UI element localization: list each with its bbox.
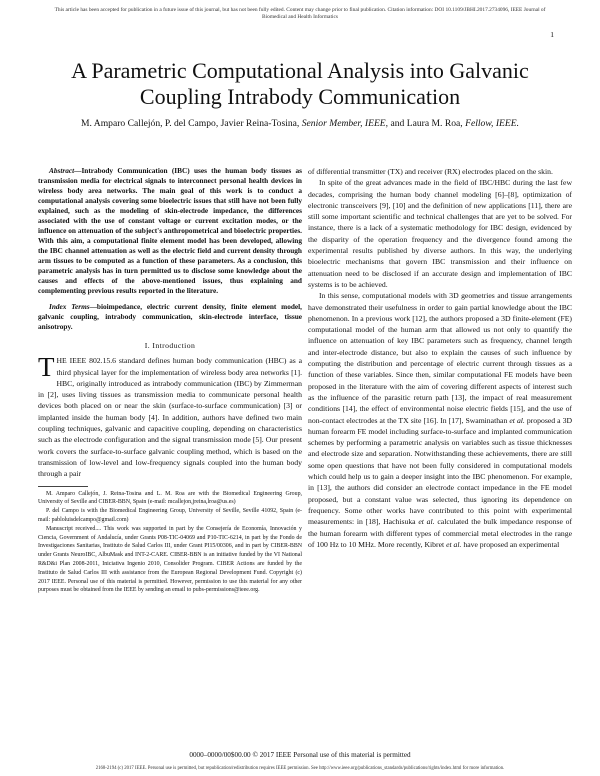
et-al: et al.: [446, 539, 462, 549]
author-names-last: and Laura M. Roa,: [390, 118, 463, 129]
index-terms-label: Index Terms: [49, 302, 90, 311]
paper-title: A Parametric Computational Analysis into Galvanic Coupling Intrabody Communication: [71, 58, 529, 109]
paragraph-challenges: In spite of the great advances made in the field of IBC/HBC during the last few decades, comprising the human body channel modeling [6]–[8], optimization of electronic transceivers [9], [10] and the definition of new applications [11], there are still some important scientific and technical challenges that are yet to be solved. For instance, there is a lack of a systematic methodology for IBC design, evidenced by the disparity of the operation frequency and the divergence found among the experimental results published by diverse authors. In this way, the underlying bioelectric mechanisms that govern IBC transmission and their influence on attenuation need to be disclosed if an accurate design and implementation of IBC systems is to be achieved.: [308, 178, 572, 289]
abstract-label: Abstract: [49, 166, 75, 175]
left-column: [38, 166, 302, 595]
paragraph-text: In this sense, computational models with 3D geometries and tissue arrangements have demonstrated their usefulness in order to gain partial knowledge about the IBC phenomenon. In a previous work [12], the authors proposed a 3D finite-element (FE) computational model of the human arm that allowed us not only to quantify the influence on attenuation of key IBC parameters such as frequency, channel length and inter-electrode distance, but also to explain the causes of such influence by computing the distribution and percentage of electric current through tissues as a function of these variables. Since then, similar computational FE models have been proposed in the literature with the aim of covering different aspects of interest such as the influence of the parasitic return path [13], the impact of real measurement conditions [14], the effect of environmental noise electric fields [15], and the use of non-contact electrodes at the TX site [16]. In [17], Swaminathan: [308, 291, 572, 425]
right-column: [308, 166, 572, 550]
author-line: [20, 118, 580, 129]
section-heading: I. Introduction: [144, 341, 196, 350]
footnote-affiliation-1: M. Amparo Callejón, J. Reina-Tosina and L. M. Roa are with the Biomedical Engineering Group, University of Seville and CIBER-BBN, Spain (e-mail: mcallejon,jreina,lroa@us.es): [38, 490, 302, 506]
journal-banner: This article has been accepted for publication in a future issue of this journal, but has not been fully edited. Content may change prior to final publication. Citation information: DOI 10.1109/JBHI.2017.2734096, IEEE Journal of Biomedical and Health Informatics: [54, 7, 546, 20]
index-terms-text: —bioimpedance, electric current density, finite element model, galvanic coupling, intrabody communication, skin-electrode interface, tissue anisotropy.: [38, 302, 302, 331]
copyright-line: 0000–0000/00$00.00 © 2017 IEEE Personal use of this material is permitted: [189, 751, 411, 759]
et-al: et al.: [418, 517, 435, 527]
author-membership: Senior Member, IEEE,: [301, 118, 389, 129]
permissions-footer: 2168-2194 (c) 2017 IEEE. Personal use is permitted, but republication/redistribution requires IEEE permission. See http://www.ieee.org/publications_standards/publications/rights/index.html for more information.: [95, 766, 505, 771]
footnote-affiliation-2: P. del Campo is with the Biomedical Engineering Group, University of Seville, Seville 41092, Spain (e-mail: pabloluisdelcampo@gmail.com): [38, 508, 302, 523]
paragraph-text: proposed a 3D human forearm FE model including surface-to-surface and implanted communication schemes by performing a parametric analysis on variables such as tissue thicknesses and electrode size and separation. Notwithstanding these achievements, there are still some open questions that have not been fully considered in computational models which could help us to gain a deeper insight into the IBC phenomenon. For example, in [13], the authors did consider an electrode contact impedance in the FE model proposed, but a constant value was selected, thus ignoring its dependence on frequency. Some other works have contributed to this point with experimental measurements: in [18], Hachisuka: [308, 415, 572, 527]
page-number: 1: [550, 30, 554, 39]
paragraph-computational-models: [308, 290, 572, 550]
index-terms: [38, 302, 302, 332]
paragraph-text: calculated the bulk impedance response of the human forearm with different types of commercial metal electrodes in the range of 100 Hz to 10 MHz. More recently, Kibret: [308, 517, 573, 549]
paragraph-text: have proposed an experimental: [461, 539, 560, 549]
footnote-divider: [38, 486, 88, 487]
author-names: M. Amparo Callejón, P. del Campo, Javier Reina-Tosina,: [80, 118, 300, 129]
paragraph-continuation: of differential transmitter (TX) and receiver (RX) electrodes placed on the skin.: [308, 167, 553, 176]
abstract-text: —Intrabody Communication (IBC) uses the human body tissues as transmission media for electrical signals to interconnect personal health devices in wireless body area networks. The main goal of this work is to conduct a computational analysis covering some bioelectric issues that still have not been fully explained, such as the modeling of skin-electrode impedance, the differences associated with the use of constant voltage or current excitation modes, or the influence on attenuation of the subject's anthropometrical and bioelectric properties. With this aim, a computational finite element model has been developed, allowing the IBC channel attenuation as well as the electric field and current density through arm tissues to be computed as a function of these parameters. As a conclusion, this parametric analysis has in turn permitted us to disclose some knowledge about the causes and effects of the above-mentioned issues, thus explaining and complementing previous results reported in the literature.: [38, 166, 302, 295]
intro-paragraph: [38, 352, 302, 479]
intro-text: HE IEEE 802.15.6 standard defines human body communication (HBC) as a third physical layer for the implementation of wireless body area networks [1]. HBC, originally introduced as intrabody communication (IBC) by Zimmerman in [2], uses living tissues as transmission media to communicate personal health devices both placed on or near the skin (surface-to-surface communication) [3] or implanted inside the human body [4]. In addition, authors have defined two main coupling techniques, galvanic and capacitive coupling, depending on characteristics such as the electrode configuration and the signal transmission mode [5]. Our present work covers the surface-to-surface galvanic coupling method, which is based on the transmission of low-level and low-frequency signals coupled into the human body through a pair: [38, 356, 302, 479]
abstract: [38, 166, 302, 296]
et-al: et al.: [509, 415, 525, 425]
drop-cap: T: [38, 352, 55, 383]
footnote-funding: Manuscript received.... This work was supported in part by the Consejería de Economía, Innovación y Ciencia, Government of Andalucía, under Grants P08-TIC-04069 and P10-TIC-6214, in part by the Fondo de Investigaciones Sanitarias, Instituto de Salud Carlos III, under Grant PI15/00306, and in part by CIBER-BBN under Grants NeuroIBC, AlbuMask and INT-2-CARE. CIBER-BBN is an initiative funded by the VI National R&D&i Plan 2008-2011, Iniciativa Ingenio 2010, Consolider Program. CIBER Actions are funded by the Instituto de Salud Carlos III with assistance from the European Regional Development Fund. Copyright (c) 2017 IEEE. Personal use of this material is permitted. However, permission to use this material for any other purposes must be obtained from the IEEE by sending an email to pubs-permissions@ieee.org.: [38, 525, 302, 594]
author-fellowship: Fellow, IEEE.: [465, 118, 519, 129]
